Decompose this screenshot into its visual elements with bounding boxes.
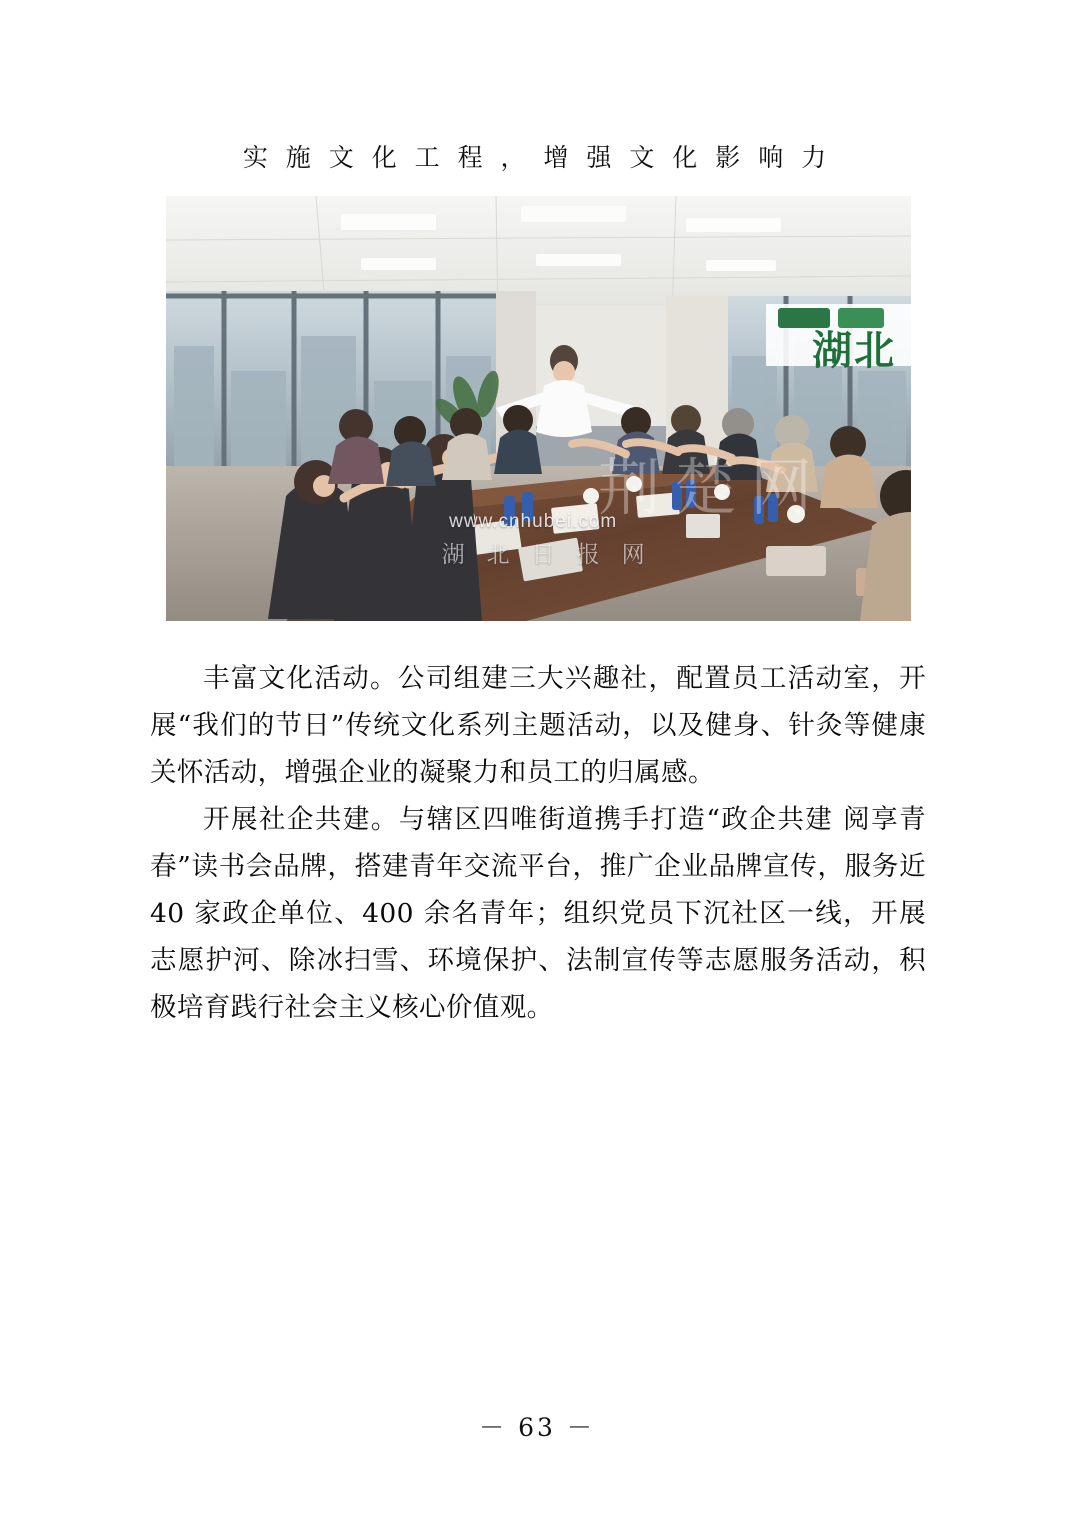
article-photo — [166, 196, 911, 621]
paragraph-2: 开展社企共建。与辖区四唯街道携手打造“政企共建 阅享青春”读书会品牌，搭建青年交流平台，推广企业品牌宣传，服务近 40 家政企单位、400 余名青年；组织党员下沉社区一线，开展志愿护河、除冰扫雪、环境保护、法制宣传等志愿服务活动，积极培育践行社会主义核心价值观。 — [150, 804, 926, 1023]
brand-board-text: 湖北 — [812, 327, 897, 375]
watermark-url: www.cnhubei.com — [449, 510, 618, 532]
paragraph-1: 丰富文化活动。公司组建三大兴趣社，配置员工活动室，开展“我们的节日”传统文化系列主题活动，以及健身、针灸等健康关怀活动，增强企业的凝聚力和员工的归属感。 — [150, 663, 926, 788]
page-number: － 63 － — [479, 1413, 595, 1442]
photo-illustration — [166, 196, 911, 621]
page-title: 实 施 文 化 工 程 ， 增 强 文 化 影 响 力 — [242, 143, 832, 172]
watermark-chinese: 湖北日报网 — [441, 542, 667, 568]
watermark-brand: 荆楚网 — [598, 451, 827, 525]
article-body — [150, 655, 926, 1031]
